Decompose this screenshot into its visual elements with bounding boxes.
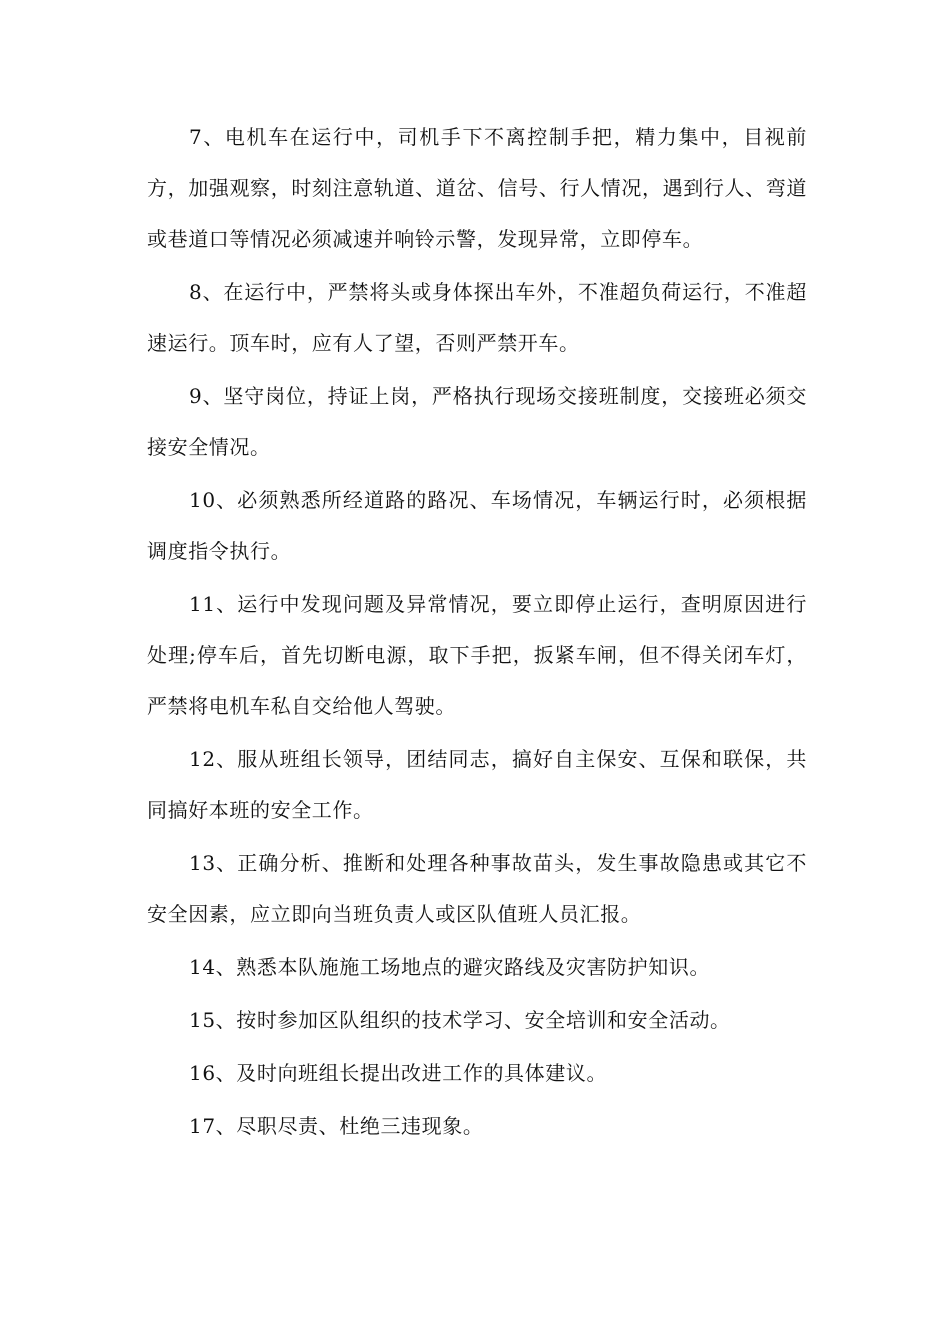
paragraph-item-9: 9、坚守岗位，持证上岗，严格执行现场交接班制度，交接班必须交接安全情况。 (147, 384, 807, 459)
paragraph-item-12: 12、服从班组长领导，团结同志，搞好自主保安、互保和联保，共同搞好本班的安全工作。 (147, 747, 807, 822)
paragraph-item-10: 10、必须熟悉所经道路的路况、车场情况，车辆运行时，必须根据调度指令执行。 (147, 488, 807, 563)
paragraph-item-7: 7、电机车在运行中，司机手下不离控制手把，精力集中，目视前方，加强观察，时刻注意轨道、道岔、信号、行人情况，遇到行人、弯道或巷道口等情况必须减速并响铃示警，发现异常，立即停车。 (147, 125, 807, 251)
paragraph-item-11: 11、运行中发现问题及异常情况，要立即停止运行，查明原因进行处理;停车后，首先切断电源，取下手把，扳紧车闸，但不得关闭车灯，严禁将电机车私自交给他人驾驶。 (147, 592, 808, 718)
paragraph-item-14: 14、熟悉本队施施工场地点的避灾路线及灾害防护知识。 (189, 955, 711, 979)
paragraph-item-13: 13、正确分析、推断和处理各种事故苗头，发生事故隐患或其它不安全因素，应立即向当班负责人或区队值班人员汇报。 (147, 851, 807, 926)
paragraph-item-8: 8、在运行中，严禁将头或身体探出车外，不准超负荷运行，不准超速运行。顶车时，应有人了望，否则严禁开车。 (147, 280, 807, 355)
paragraph-item-17: 17、尽职尽责、杜绝三违现象。 (189, 1114, 484, 1138)
document-body (147, 112, 807, 1154)
paragraph-item-16: 16、及时向班组长提出改进工作的具体建议。 (189, 1061, 608, 1085)
paragraph-item-15: 15、按时参加区队组织的技术学习、安全培训和安全活动。 (189, 1008, 731, 1032)
